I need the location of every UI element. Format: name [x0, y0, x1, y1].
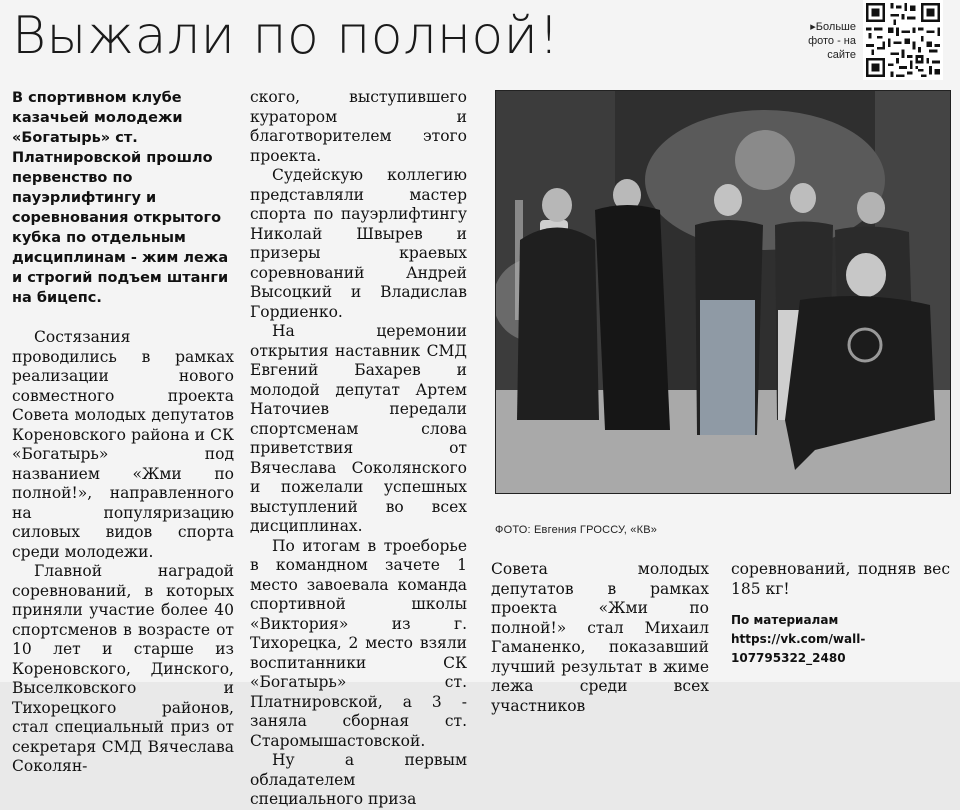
article-paragraph: Ну а первым обладателем специального приза	[250, 751, 467, 808]
group-photo-illustration	[495, 90, 951, 494]
article-paragraph: По итогам в троеборье в командном зачете 1 место завоевала команда спортивной школы «Виктория» из г. Тихорецка, 2 место взяли воспитанники СК «Богатырь» ст. Платнировской, а 3 - заняла сборная ст. Старомышастовской.	[250, 536, 467, 750]
article-column-2	[250, 88, 467, 810]
more-photos-line: сайте	[827, 49, 856, 61]
article-paragraph: Совета молодых депутатов в рамках проекта «Жми по полной!» стал Михаил Гаманенко, показавший лучший результат в жиме лежа среди всех участников	[491, 560, 709, 715]
article-photo	[495, 90, 951, 494]
article-paragraph: ского, выступившего куратором и благотворителем этого проекта.	[250, 88, 467, 165]
article-paragraph: Судейскую коллегию представляли мастер спорта по пауэрлифтингу Николай Швырев и призеры краевых соревнований Андрей Высоцкий и Владислав Гордиенко.	[250, 166, 467, 321]
article-paragraph: Состязания проводились в рамках реализации нового совместного проекта Совета молодых депутатов Кореновского района и СК «Богатырь» под названием «Жми по полной!», направленного на популяризацию силовых видов спорта среди молодежи.	[12, 328, 234, 561]
more-photos-line: фото - на	[808, 35, 856, 47]
article-paragraph: На церемонии открытия наставник СМД Евгений Бахарев и молодой депутат Артем Наточиев передали спортсменам слова приветствия от Вячеслава Соколянского и пожелали успешных выступлений во всех дисциплинах.	[250, 322, 467, 535]
source-link[interactable]: https://vk.com/wall-	[731, 632, 866, 646]
source-link[interactable]: 107795322_2480	[731, 651, 846, 665]
photo-caption: ФОТО: Евгения ГРОССУ, «КВ»	[495, 524, 658, 536]
article-paragraph: соревнований, подняв вес 185 кг!	[731, 560, 950, 598]
article-column-3	[491, 560, 709, 716]
source-block	[731, 611, 950, 668]
headline: Выжали по полной!	[12, 6, 560, 66]
qr-code[interactable]	[862, 0, 944, 80]
article-column-1	[12, 88, 234, 777]
article-column-4	[731, 560, 950, 668]
article-paragraph: Главной наградой соревнований, в которых приняли участие более 40 спортсменов в возрасте от 10 лет и старше из Кореновского, Динского, Выселковского и Тихорецкого районов, стал специальный приз от секретаря СМД Вячеслава Соколян-	[12, 562, 234, 775]
more-photos-line: ▸Больше	[810, 21, 856, 33]
article-lead: В спортивном клубе казачьей молодежи «Богатырь» ст. Платнировской прошло первенство по пауэрлифтингу и соревнования открытого кубка по отдельным дисциплинам - жим лежа и строгий подъем штанги на бицепс.	[12, 90, 229, 306]
source-label: По материалам	[731, 613, 839, 627]
more-photos-note	[806, 20, 856, 62]
